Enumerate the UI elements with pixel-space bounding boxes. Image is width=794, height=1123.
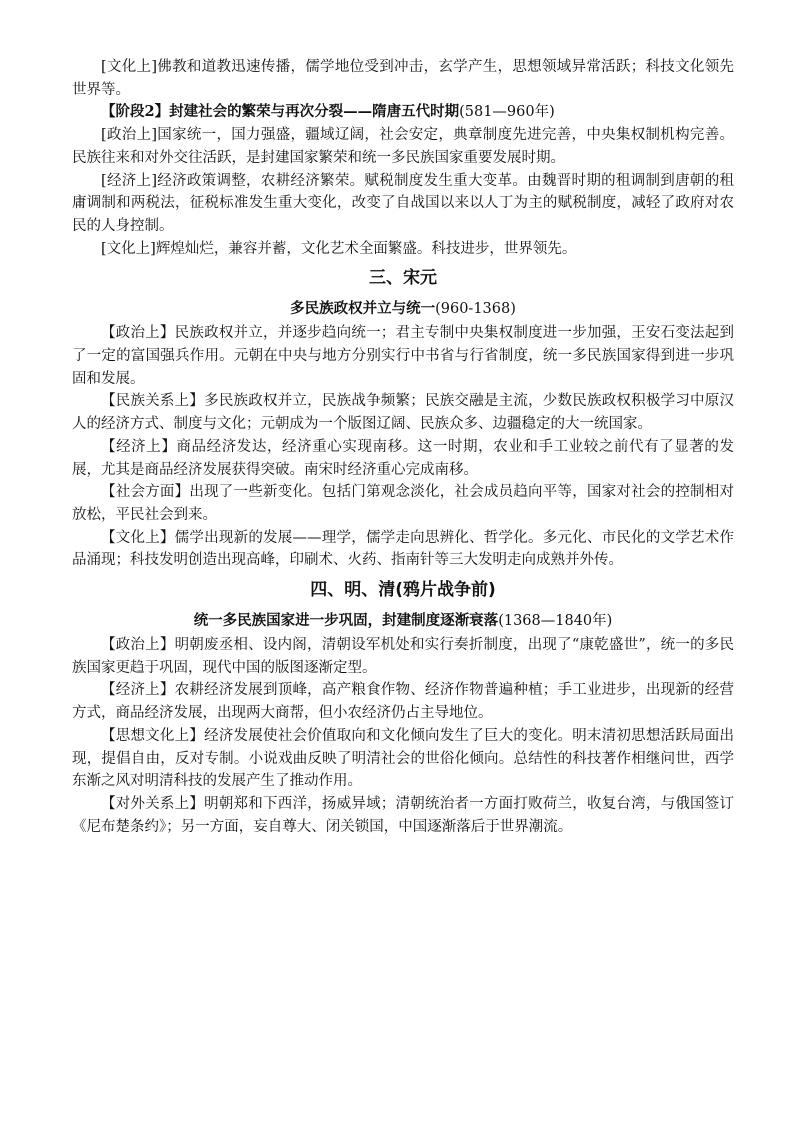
section4-subtitle-text: 统一多民族国家进一步巩固，封建制度逐渐衰落	[193, 612, 499, 630]
section4-foreign-relations-paragraph	[72, 793, 734, 838]
section3-subtitle	[72, 296, 734, 322]
politics-tag: [政治上]	[101, 127, 157, 144]
society-text: 出现了一些新变化。包括门第观念淡化，社会成员趋向平等，国家对社会的控制相对放松，平民社会到来。	[72, 484, 734, 523]
section4-title: 四、明、清(鸦片战争前)	[310, 580, 496, 601]
section3-subtitle-text: 多民族政权并立与统一	[290, 300, 436, 318]
section4-thought-culture-paragraph	[72, 725, 734, 793]
foreign-relations-text: 明朝郑和下西洋，扬威异域；清朝统治者一方面打败荷兰，收复台湾，与俄国签订《尼布楚条约》；另一方面，妄自尊大、闭关锁国，中国逐渐落后于世界潮流。	[72, 795, 735, 835]
economy-text: 商品经济发达，经济重心实现南移。这一时期，农业和手工业较之前代有了显著的发展，尤其是商品经济发展获得突破。南宋时经济重心完成南移。	[72, 438, 735, 478]
economy-tag: 【经济上】	[101, 682, 175, 699]
section4-politics-paragraph	[72, 634, 734, 679]
stage2-heading-title: 【阶段2】封建社会的繁荣与再次分裂——隋唐五代时期	[101, 103, 460, 121]
section4-economy-paragraph	[72, 679, 734, 724]
stage2-heading	[72, 101, 734, 124]
culture-text: 儒学出现新的发展——理学，儒学走向思辨化、哲学化。多元化、市民化的文学艺术作品涌现；科技发明创造出现高峰，印刷术、火药、指南针等三大发明走向成熟并外传。	[72, 529, 735, 569]
thought-culture-tag: 【思想文化上】	[101, 727, 205, 744]
economy-text: 经济政策调整，农耕经济繁荣。赋税制度发生重大变革。由魏晋时期的租调制到唐朝的租庸调制和两税法，征税标准发生重大变化，改变了自战国以来以人丁为主的赋税制度，减轻了政府对农民的人身控制。	[72, 172, 734, 234]
economy-text: 农耕经济发展到顶峰，高产粮食作物、经济作物普遍种植；手工业进步，出现新的经营方式，商品经济发展，出现两大商帮，但小农经济仍占主导地位。	[72, 682, 735, 722]
culture-text: 辉煌灿烂，兼容并蓄，文化艺术全面繁盛。科技进步，世界领先。	[155, 240, 577, 257]
foreign-relations-tag: 【对外关系上】	[101, 795, 205, 812]
culture-tag: [文化上]	[101, 240, 156, 257]
section3-economy-paragraph	[72, 436, 734, 481]
stage2-heading-range: (581—960年)	[459, 104, 555, 121]
section3-subtitle-range: (960-1368)	[435, 301, 516, 318]
politics-text: 国家统一，国力强盛，疆域辽阔，社会安定，典章制度先进完善，中央集权制机构完善。民族往来和对外交往活跃，是封建国家繁荣和统一多民族国家重要发展时期。	[72, 127, 734, 166]
culture-tag: [文化上]	[101, 59, 157, 75]
stage2-culture-paragraph	[72, 238, 734, 261]
document-page	[72, 56, 734, 838]
politics-text: 明朝废丞相、设内阁，清朝设军机处和实行奏折制度，出现了“康乾盛世”，统一的多民族国家更趋于巩固，现代中国的版图逐渐定型。	[72, 637, 735, 676]
economy-tag: 【经济上】	[101, 438, 177, 455]
thought-culture-text: 经济发展使社会价值取向和文化倾向发生了巨大的变化。明末清初思想活跃局面出现，提倡自由，反对专制。小说戏曲反映了明清社会的世俗化倾向。总结性的科技著作相继问世，西学东渐之风对明清科技的发展产生了推动作用。	[72, 727, 735, 790]
stage2-economy-paragraph	[72, 170, 734, 238]
ethnic-tag: 【民族关系上】	[101, 393, 205, 410]
section4-subtitle	[72, 608, 734, 634]
intro-culture-paragraph	[72, 56, 734, 101]
section3-ethnic-paragraph	[72, 390, 734, 435]
economy-tag: [经济上]	[101, 172, 157, 189]
society-tag: 【社会方面】	[101, 484, 190, 501]
politics-tag: 【政治上】	[101, 637, 175, 654]
section4-subtitle-range: (1368—1840年)	[498, 613, 613, 630]
ethnic-text: 多民族政权并立，民族战争频繁；民族交融是主流，少数民族政权积极学习中原汉人的经济方式、制度与文化；元朝成为一个版图辽阔、民族众多、边疆稳定的大一统国家。	[72, 393, 735, 433]
culture-tag: 【文化上】	[101, 529, 175, 546]
politics-text: 民族政权并立，并逐步趋向统一；君主专制中央集权制度进一步加强，王安石变法起到了一定的富国强兵作用。元朝在中央与地方分别实行中书省与行省制度，统一多民族国家得到进一步巩固和发展。	[72, 325, 735, 387]
culture-text: 佛教和道教迅速传播，儒学地位受到冲击，玄学产生，思想领域异常活跃；科技文化领先世界等。	[72, 59, 734, 98]
section3-politics-paragraph	[72, 322, 734, 390]
section3-society-paragraph	[72, 481, 734, 526]
section3-title: 三、宋元	[369, 268, 437, 289]
politics-tag: 【政治上】	[101, 325, 175, 342]
section3-culture-paragraph	[72, 527, 734, 572]
stage2-politics-paragraph	[72, 124, 734, 169]
